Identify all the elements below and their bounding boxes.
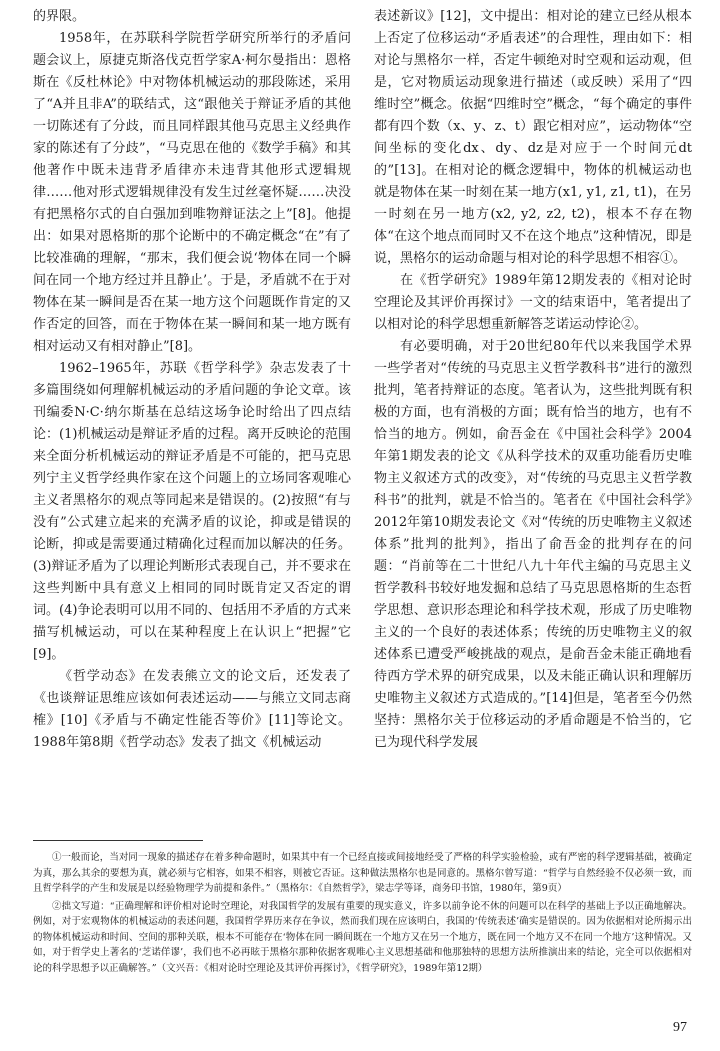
paragraph: 1962–1965年，苏联《哲学科学》杂志发表了十多篇围绕如何理解机械运动的矛盾问题的争论文章。该刊编委N·C·纳尔斯基在总结这场争论时给出了四点结论：(1)机械运动是辩证矛盾的过程。离开反映论的范围来全面分析机械运动的辩证矛盾是不可能的，把马克思列宁主义哲学经典作家在这个问题上的立场同客观唯心主义者黑格尔的观点等同起来是错误的。(2)按照“有与没有”公式建立起来的充满矛盾的议论，抑或是错误的论断，抑或是需要通过精确化过程而加以解决的任务。(3)辩证矛盾为了以理论判断形式表现自己，并不要求在这些判断中具有意义上相同的同时既肯定又否定的谓词。(4)争论表明可以用不同的、包括用不矛盾的方式来描写机械运动，可以在某种程度上在认识上“把握”它[9]。 xyxy=(33,361,351,662)
paragraph: 的界限。 xyxy=(33,9,86,24)
page-number: 97 xyxy=(673,1020,687,1035)
left-text-column xyxy=(33,6,351,754)
paragraph: 有必要明确，对于20世纪80年代以来我国学术界一些学者对“传统的马克思主义哲学教科书”进行的激烈批判，笔者持辩证的态度。笔者认为，这些批判既有积极的方面，也有消极的方面；既有恰当的地方，也有不恰当的地方。例如，俞吾金在《中国社会科学》2004年第1期发表的论文《从科学技术的双重功能看历史唯物主义叙述方式的改变》，对“传统的马克思主义哲学教科书”的批判，就是不恰当的。笔者在《中国社会科学》2012年第10期发表论文《对“传统的历史唯物主义叙述体系”批判的批判》，指出了俞吾金的批判存在的问题：“肖前等在二十世纪八九十年代主编的马克思主义哲学教科书较好地发掘和总结了马克思恩格斯的生态哲学思想、意识形态理论和科学技术观，形成了历史唯物主义的一个良好的表述体系；传统的历史唯物主义的叙述体系已遭受严峻挑战的观点，是俞吾金未能正确地看待西方学术界的研究成果，以及未能正确认识和理解历史唯物主义叙述方式造成的。”[14]但是，笔者至今仍然坚持：黑格尔关于位移运动的矛盾命题是不恰当的，它已为现代科学发展 xyxy=(374,339,692,750)
paragraph: 表述新议》[12]，文中提出：相对论的建立已经从根本上否定了位移运动“矛盾表述”的合理性，理由如下：相对论与黑格尔一样，否定牛顿绝对时空观和运动观，但是，它对物质运动现象进行描述（或反映）采用了“四维时空”概念。依据“四维时空”概念，“每个确定的事件都有四个数（x、y、z、t）跟它相对应”，运动物体“空间坐标的变化dx、dy、dz是对应于一个时间元dt的”[13]。在相对论的概念逻辑中，物体的机械运动也就是物体在某一时刻在某一地方(x1, y1, z1, t1)，在另一时刻在另一地方(x2, y2, z2, t2)，根本不存在物体“在这个地点而同时又不在这个地点”这种情况，即是说，黑格尔的运动命题与相对论的科学思想不相容①。 xyxy=(374,9,692,266)
paragraph: 1958年，在苏联科学院哲学研究所举行的矛盾问题会议上，原捷克斯洛伐克哲学家A·柯尔曼指出：恩格斯在《反杜林论》中对物体机械运动的那段陈述，采用了“A并且非A”的联结式，这“跟他关于辩证矛盾的其他一切陈述有了分歧，而且同样跟其他马克思主义经典作家的陈述有了分歧”，“马克思在他的《数学手稿》和其他著作中既未违背矛盾律亦未违背其他形式逻辑规律……他对形式逻辑规律没有发生过丝毫怀疑……决没有把黑格尔式的自白强加到唯物辩证法之上”[8]。他提出：如果对恩格斯的那个论断中的不确定概念“在”有了比较准确的理解，“那末，我们便会说‘物体在同一个瞬间在同一个地方经过并且静止’。于是，矛盾就不在于对物体在某一瞬间是否在某一地方这个问题既作肯定的又作否定的回答，而在于物体在某一瞬间和某一地方既有相对运动又有相对静止”[8]。 xyxy=(33,31,351,354)
footnote: ②拙文写道：“正确理解和评价相对论时空理论，对我国哲学的发展有重要的现实意义，许多以前争论不休的问题可以在科学的基础上予以正确地解决。例如，对于宏观物体的机械运动的表述问题，我国哲学界历来存在争议，然而我们现在应该明白，我国的‘传统表述’确实是错误的。因为依据相对论所揭示出的物体机械运动和时间、空间的那种关联，根本不可能存在‘物体在同一瞬间既在一个地方又在另一个地方，既在同一个地方又不在同一个地方’这种情况。又如，对于哲学史上著名的‘芝诺佯谬’，我们也不必再眩于黑格尔那种依据客观唯心主义思想基础和他那独特的思想方法所推演出来的结论，完全可以依据相对论的科学思想予以正确解答。”（文兴吾：《相对论时空理论及其评价再探讨》，《哲学研究》，1989年第12期） xyxy=(33,900,692,974)
footnotes xyxy=(33,850,692,978)
footnote-divider xyxy=(33,840,203,841)
footnote: ①一般而论，当对同一现象的描述存在着多种命题时，如果其中有一个已经直接或间接地经受了严格的科学实验检验，或有严密的科学逻辑基础，被确定为真，那么其余的要想为真，就必须与它相容，如果不相容，则被它否证。这种做法黑格尔也是同意的。黑格尔曾写道：“哲学与自然经验不仅必须一致，而且哲学科学的产生和发展是以经验物理学为前提和条件。”（黑格尔：《自然哲学》，梁志学等译，商务印书馆，1980年，第9页） xyxy=(33,852,692,894)
right-text-column xyxy=(374,6,692,754)
paragraph: 在《哲学研究》1989年第12期发表的《相对论时空理论及其评价再探讨》一文的结束语中，笔者提出了以相对论的科学思想重新解答芝诺运动悖论②。 xyxy=(374,273,692,332)
paragraph: 《哲学动态》在发表熊立文的论文后，还发表了《也谈辩证思维应该如何表述运动——与熊立文同志商榷》[10]《矛盾与不确定性能否等价》[11]等论文。1988年第8期《哲学动态》发表了拙文《机械运动 xyxy=(33,669,351,750)
